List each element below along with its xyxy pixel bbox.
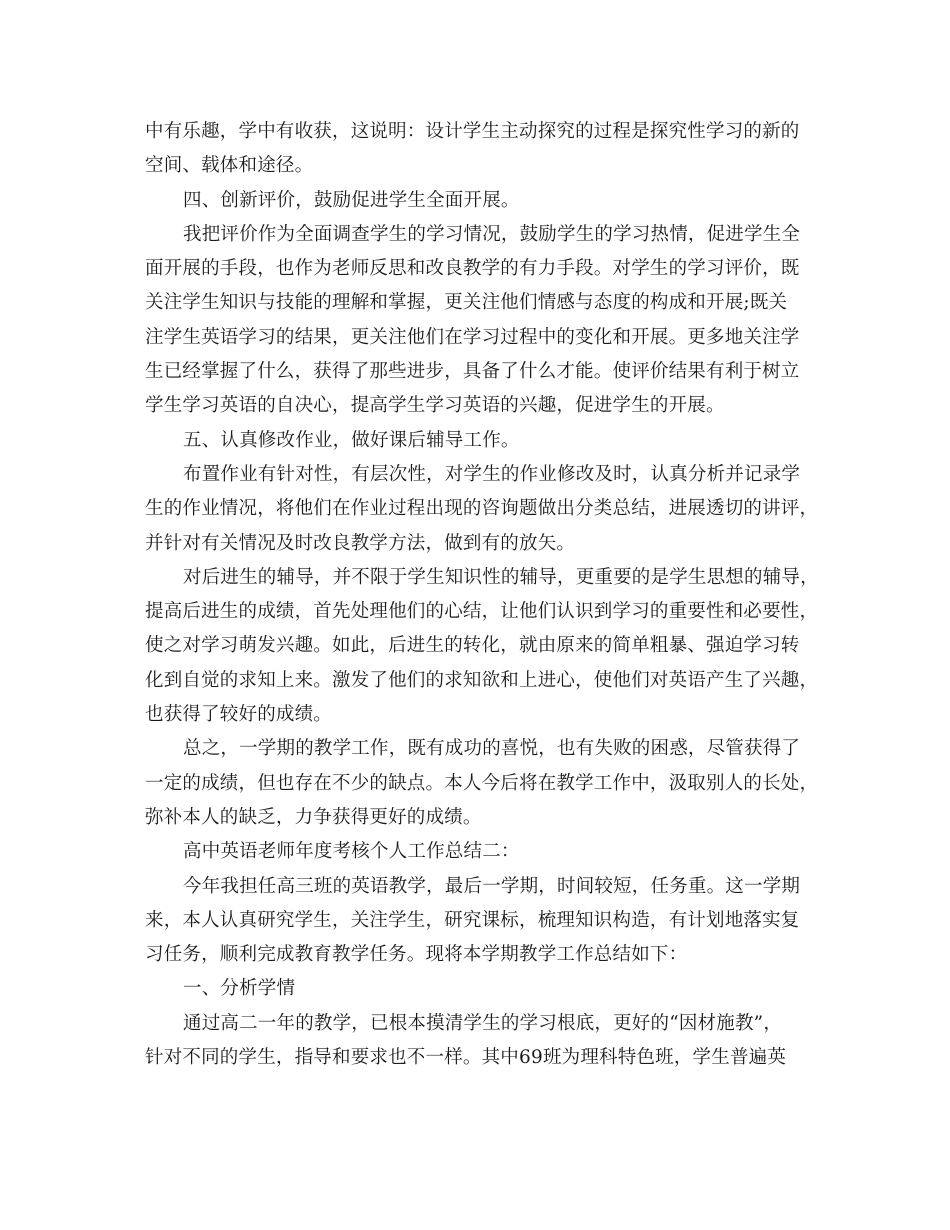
text-line: 对后进生的辅导，并不限于学生知识性的辅导，更重要的是学生思想的辅导， (183, 566, 819, 588)
text-line: 针对不同的学生，指导和要求也不一样。其中69班为理科特色班，学生普遍英 (145, 1047, 787, 1069)
text-line: 注学生英语学习的结果，更关注他们在学习过程中的变化和开展。更多地关注学 (145, 326, 800, 348)
text-line: 布置作业有针对性，有层次性，对学生的作业修改及时，认真分析并记录学 (183, 463, 801, 485)
section-heading: 一、分析学情 (183, 978, 296, 1000)
text-line: 化到自觉的求知上来。激发了他们的求知欲和上进心，使他们对英语产生了兴趣， (145, 669, 819, 691)
text-line: 学生学习英语的自决心，提高学生学习英语的兴趣，促进学生的开展。 (145, 395, 725, 417)
text-line: 通过高二一年的教学，已根本摸清学生的学习根底，更好的“因材施教”， (183, 1012, 783, 1034)
text-line: 面开展的手段，也作为老师反思和改良教学的有力手段。对学生的学习评价，既 (145, 258, 800, 280)
text-line: 一定的成绩，但也存在不少的缺点。本人今后将在教学工作中，汲取别人的长处， (145, 772, 819, 794)
section-heading: 四、创新评价，鼓励促进学生全面开展。 (183, 189, 520, 211)
text-line: 我把评价作为全面调查学生的学习情况，鼓励学生的学习热情，促进学生全 (183, 223, 801, 245)
text-line: 总之，一学期的教学工作，既有成功的喜悦，也有失败的困惑，尽管获得了 (183, 738, 801, 760)
text-line: 习任务，顺利完成教育教学任务。现将本学期教学工作总结如下： (145, 944, 688, 966)
text-line: 弥补本人的缺乏，力争获得更好的成绩。 (145, 806, 482, 828)
text-line: 中有乐趣，学中有收获，这说明：设计学生主动探究的过程是探究性学习的新的 (145, 121, 800, 142)
text-line: 空间、载体和途径。 (145, 155, 314, 177)
text-line: 并针对有关情况及时改良教学方法，做到有的放矢。 (145, 532, 576, 554)
text-line: 生的作业情况，将他们在作业过程出现的咨询题做出分类总结，进展透切的讲评， (145, 498, 819, 520)
text-line: 提高后进生的成绩，首先处理他们的心结，让他们认识到学习的重要性和必要性， (145, 601, 819, 623)
text-line: 关注学生知识与技能的理解和掌握，更关注他们情感与态度的构成和开展;既关 (145, 292, 788, 314)
text-line: 也获得了较好的成绩。 (145, 704, 333, 726)
text-line: 来，本人认真研究学生，关注学生，研究课标，梳理知识构造，有计划地落实复 (145, 909, 800, 931)
text-line: 生已经掌握了什么，获得了那些进步，具备了什么才能。使评价结果有利于树立 (145, 361, 800, 383)
section-heading: 五、认真修改作业，做好课后辅导工作。 (183, 429, 520, 451)
text-line: 使之对学习萌发兴趣。如此，后进生的转化，就由原来的简单粗暴、强迫学习转 (145, 635, 800, 657)
section-title: 高中英语老师年度考核个人工作总结二： (183, 841, 520, 863)
text-line: 今年我担任高三班的英语教学，最后一学期，时间较短，任务重。这一学期 (183, 875, 801, 897)
document-body (145, 115, 819, 1075)
